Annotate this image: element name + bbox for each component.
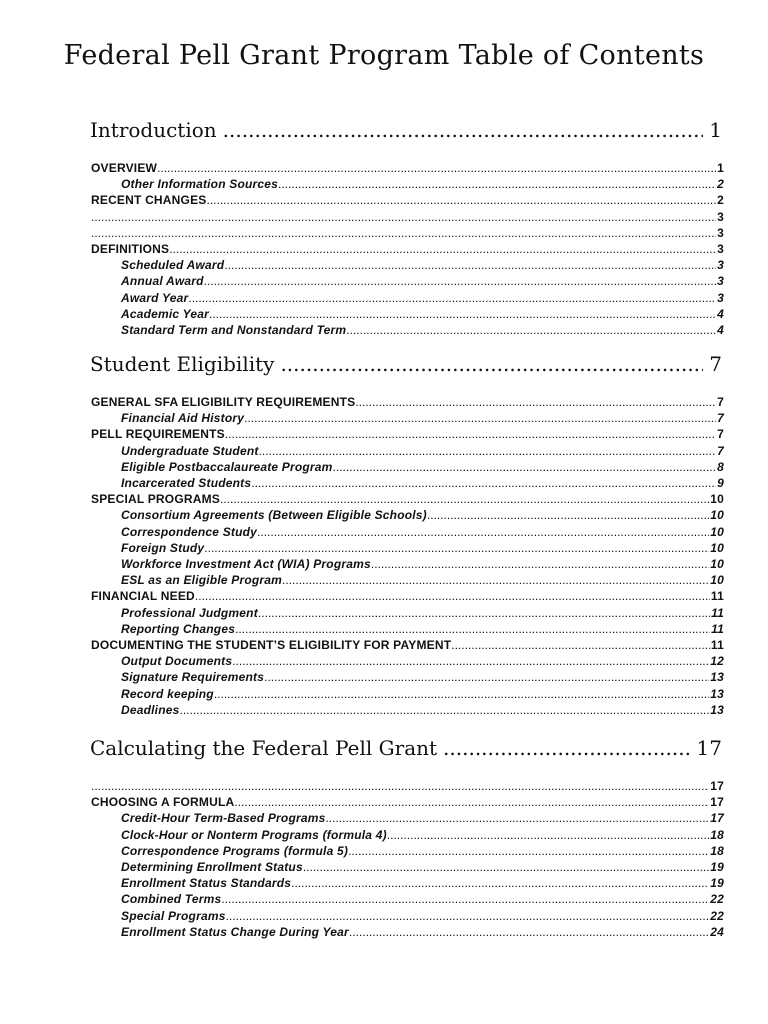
dot-leader: [259, 443, 717, 459]
dot-leader: [225, 426, 716, 442]
dot-leader: [349, 924, 709, 940]
entry-page-number: 10: [710, 524, 724, 539]
entry-page-number: 19: [710, 876, 724, 891]
entry-label: RECENT CHANGES: [91, 193, 207, 208]
dot-leader: [371, 556, 709, 572]
entry-label: Other Information Sources: [121, 177, 279, 192]
entry-label: GENERAL SFA ELIGIBILITY REQUIREMENTS: [91, 395, 356, 409]
entry-page-number: 18: [710, 843, 724, 858]
entry-page-number: 18: [710, 827, 724, 842]
dot-leader: [355, 394, 716, 410]
dot-leader: [226, 908, 710, 924]
dot-leader: [188, 290, 716, 306]
entry-page-number: 3: [717, 290, 724, 305]
entry-label: DEFINITIONS: [91, 242, 170, 256]
entry-label: Correspondence Programs (formula 5): [121, 843, 349, 858]
entry-page-number: 10: [710, 492, 724, 507]
entry-page-number: 9: [717, 476, 724, 490]
entry-label: Scheduled Award: [121, 258, 225, 273]
dot-leader: [180, 702, 710, 718]
toc-entry[interactable]: [91, 637, 724, 653]
dot-leader: [451, 637, 710, 653]
entry-page-number: 7: [717, 443, 724, 458]
dot-leader: [282, 572, 709, 588]
entry-label: Award Year: [121, 290, 189, 305]
entry-label: Annual Award: [121, 274, 204, 289]
dot-leader: [244, 410, 716, 426]
dot-leader: [91, 225, 716, 241]
entry-page-number: 4: [717, 306, 724, 321]
entry-page-number: 3: [717, 258, 724, 273]
toc-subentry[interactable]: [121, 621, 724, 637]
dot-leader: [258, 605, 710, 621]
entry-page-number: 8: [717, 459, 724, 474]
toc-entry[interactable]: [91, 794, 724, 810]
entry-label: Workforce Investment Act (WIA) Programs: [121, 557, 371, 571]
entry-label: Deadlines: [121, 702, 180, 717]
dot-leader: [221, 891, 709, 907]
dot-leader: [220, 491, 709, 507]
dot-leader: [157, 160, 716, 176]
entry-page-number: 10: [710, 573, 724, 588]
entry-page-number: 19: [710, 860, 724, 874]
dot-leader: [303, 859, 709, 875]
toc-subentry[interactable]: [121, 257, 724, 273]
entry-label: Standard Term and Nonstandard Term: [121, 323, 347, 337]
entry-label: Determining Enrollment Status: [121, 860, 303, 874]
toc-entry[interactable]: [91, 588, 724, 604]
entry-page-number: 13: [710, 670, 724, 685]
entry-page-number: 2: [717, 193, 724, 208]
entry-label: Output Documents: [121, 654, 233, 669]
entry-page-number: 3: [717, 209, 724, 224]
toc-subentry[interactable]: [121, 653, 724, 669]
entry-page-number: 10: [710, 557, 724, 571]
entry-page-number: 3: [717, 225, 724, 240]
section-page-number: 7: [709, 352, 722, 376]
entry-label: FINANCIAL NEED: [91, 589, 195, 604]
toc-entry[interactable]: [91, 241, 724, 257]
entry-page-number: 24: [710, 924, 724, 939]
dot-leader: [235, 621, 710, 637]
toc-entry[interactable]: [91, 778, 724, 794]
entry-page-number: 3: [717, 274, 724, 289]
dot-leader: [209, 306, 716, 322]
dot-leader: [204, 540, 709, 556]
toc-subentry[interactable]: [121, 605, 724, 621]
toc-subentry[interactable]: [121, 702, 724, 718]
entry-page-number: 22: [710, 908, 724, 923]
entry-label: Correspondence Study: [121, 524, 258, 539]
dot-leader: [325, 810, 709, 826]
dot-leader: [91, 778, 709, 794]
toc-subentry[interactable]: [121, 507, 724, 523]
entry-label: Clock-Hour or Nonterm Programs (formula 4): [121, 827, 387, 842]
toc-entry[interactable]: [91, 426, 724, 442]
toc-subentry[interactable]: [121, 572, 724, 588]
section-page-number: 1: [709, 118, 722, 142]
toc-subentry[interactable]: [121, 556, 724, 572]
toc-subentry[interactable]: [121, 924, 724, 940]
toc-subentry[interactable]: [121, 908, 724, 924]
toc-entry[interactable]: [91, 160, 724, 176]
entry-label: Signature Requirements: [121, 670, 265, 685]
toc-subentry[interactable]: [121, 443, 724, 459]
entry-label: Undergraduate Student: [121, 443, 259, 458]
entry-label: ESL as an Eligible Program: [121, 573, 283, 588]
dot-leader: [346, 322, 716, 338]
entry-label: OVERVIEW: [91, 161, 158, 175]
entry-label: Enrollment Status Standards: [121, 876, 292, 891]
section-title: Student Eligibility: [90, 352, 275, 376]
toc-subentry[interactable]: [121, 686, 724, 702]
entry-label: Academic Year: [121, 306, 209, 321]
toc-subentry[interactable]: [121, 524, 724, 540]
entry-page-number: 17: [710, 779, 724, 793]
toc-subentry[interactable]: [121, 827, 724, 843]
toc-entry[interactable]: [91, 394, 724, 410]
section-page-number: 17: [696, 736, 722, 760]
entry-page-number: 7: [717, 411, 724, 426]
entry-page-number: 13: [710, 702, 724, 717]
dot-leader: [204, 273, 716, 289]
dot-leader: [427, 507, 709, 523]
toc-subentry[interactable]: [121, 459, 724, 475]
toc-entry[interactable]: [91, 192, 724, 208]
dot-leader: [251, 475, 716, 491]
entry-label: PELL REQUIREMENTS: [91, 427, 225, 442]
toc-section-student-eligibility[interactable]: [90, 352, 722, 376]
toc-subentry[interactable]: [121, 891, 724, 907]
dot-leader: [214, 686, 709, 702]
section-title: Calculating the Federal Pell Grant: [90, 736, 438, 760]
toc-entry[interactable]: [91, 491, 724, 507]
entry-page-number: 11: [710, 638, 724, 652]
dot-leader: [291, 875, 709, 891]
entry-label: Enrollment Status Change During Year: [121, 924, 349, 939]
dot-leader: [232, 653, 709, 669]
dot-leader: [280, 352, 703, 376]
entry-label: Consortium Agreements (Between Eligible Schools): [121, 508, 427, 523]
toc-subentry[interactable]: [121, 810, 724, 826]
section-title: Introduction: [90, 118, 217, 142]
dot-leader: [333, 459, 717, 475]
entry-label: Incarcerated Students: [121, 476, 252, 490]
dot-leader: [234, 794, 709, 810]
toc-subentry[interactable]: [121, 290, 724, 306]
toc-subentry[interactable]: [121, 475, 724, 491]
entry-label: SPECIAL PROGRAMS: [91, 492, 220, 507]
entry-label: Professional Judgment: [121, 605, 258, 620]
toc-section-calculating[interactable]: [90, 736, 722, 760]
entry-label: Combined Terms: [121, 892, 222, 907]
entry-label: Reporting Changes: [121, 621, 236, 636]
entry-page-number: 2: [717, 177, 724, 192]
dot-leader: [169, 241, 716, 257]
entry-label: Foreign Study: [121, 540, 205, 555]
entry-label: Special Programs: [121, 908, 226, 923]
toc-subentry[interactable]: [121, 176, 724, 192]
toc-entry[interactable]: [91, 209, 724, 225]
entry-page-number: 3: [717, 242, 724, 256]
entry-label: Credit-Hour Term-Based Programs: [121, 811, 326, 826]
entry-page-number: 11: [710, 589, 724, 604]
entry-page-number: 12: [710, 654, 724, 669]
dot-leader: [348, 843, 709, 859]
toc-subentry[interactable]: [121, 322, 724, 338]
toc-subentry[interactable]: [121, 859, 724, 875]
entry-label: Eligible Postbaccalaureate Program: [121, 459, 333, 474]
entry-label: CHOOSING A FORMULA: [91, 795, 235, 810]
dot-leader: [264, 669, 709, 685]
dot-leader: [257, 524, 709, 540]
entry-page-number: 7: [717, 427, 724, 442]
entry-page-number: 1: [717, 161, 724, 175]
toc-subentry[interactable]: [121, 410, 724, 426]
entry-page-number: 22: [710, 892, 724, 907]
entry-page-number: 4: [717, 323, 724, 337]
toc-section-introduction[interactable]: [90, 118, 722, 142]
entry-page-number: 13: [710, 686, 724, 701]
entry-page-number: 7: [717, 395, 724, 409]
entry-page-number: 11: [711, 605, 724, 620]
entry-label: Financial Aid History: [121, 411, 245, 426]
toc-subentry[interactable]: [121, 669, 724, 685]
dot-leader: [206, 192, 716, 208]
entry-page-number: 17: [710, 795, 724, 810]
toc-subentry[interactable]: [121, 875, 724, 891]
dot-leader: [223, 118, 704, 142]
toc-subentry[interactable]: [121, 843, 724, 859]
entry-label: Record keeping: [121, 686, 214, 701]
dot-leader: [278, 176, 716, 192]
entry-page-number: 11: [711, 621, 724, 636]
toc-entry[interactable]: [91, 225, 724, 241]
entry-page-number: 17: [710, 811, 724, 826]
dot-leader: [443, 736, 691, 760]
toc-subentry[interactable]: [121, 306, 724, 322]
entry-page-number: 10: [710, 508, 724, 523]
dot-leader: [224, 257, 716, 273]
entry-label: DOCUMENTING THE STUDENT’S ELIGIBILITY FOR PAYMENT: [91, 638, 452, 652]
entry-page-number: 10: [710, 540, 724, 555]
page-title: Federal Pell Grant Program Table of Contents: [63, 40, 705, 71]
toc-subentry[interactable]: [121, 540, 724, 556]
dot-leader: [91, 209, 716, 225]
toc-subentry[interactable]: [121, 273, 724, 289]
dot-leader: [195, 588, 710, 604]
dot-leader: [387, 827, 709, 843]
